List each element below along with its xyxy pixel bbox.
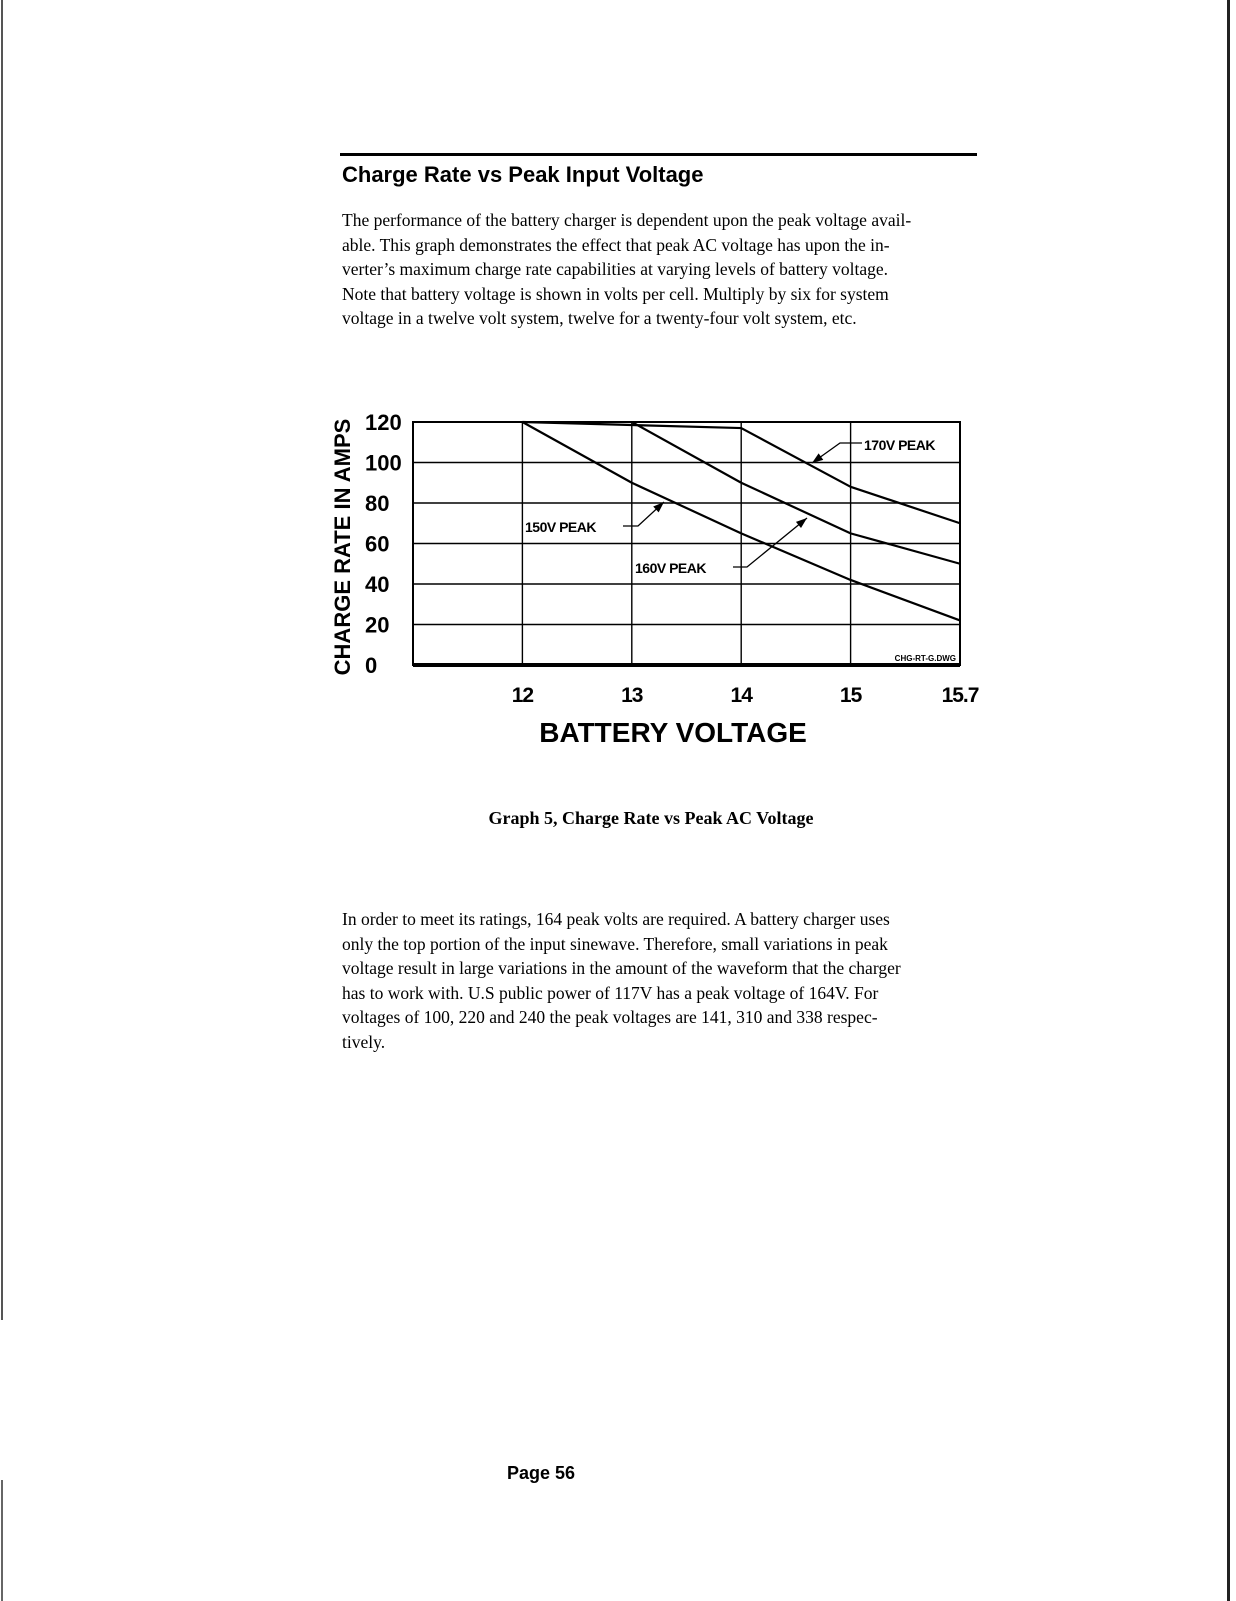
intro-line: Note that battery voltage is shown in volts per cell. Multiply by six for system (342, 283, 889, 304)
scan-edge-left-lower (1, 1480, 3, 1601)
y-tick-label: 60 (365, 531, 390, 557)
x-tick-label: 12 (511, 684, 534, 707)
body-paragraph (342, 907, 982, 1055)
section-rule (340, 153, 977, 156)
callout-leader (733, 518, 807, 567)
body-line: only the top portion of the input sinewave. Therefore, small variations in peak (342, 933, 888, 954)
scan-edge-left (1, 0, 3, 1320)
chart-labels (330, 410, 979, 748)
body-line: voltage result in large variations in the amount of the waveform that the charger (342, 958, 901, 979)
y-tick-label: 100 (365, 450, 402, 476)
body-line: voltages of 100, 220 and 240 the peak voltages are 141, 310 and 338 respec- (342, 1007, 878, 1028)
y-tick-label: 120 (365, 410, 402, 435)
series-label: 170V PEAK (864, 437, 935, 453)
page-number: Page 56 (507, 1463, 576, 1483)
body-line: has to work with. U.S public power of 117V has a peak voltage of 164V. For (342, 982, 879, 1003)
x-axis-title: BATTERY VOLTAGE (539, 717, 807, 748)
y-tick-label: 20 (365, 612, 390, 638)
body-line: tively. (342, 1031, 386, 1052)
intro-paragraph (342, 208, 982, 331)
x-tick-label: 13 (621, 684, 643, 707)
y-axis-title: CHARGE RATE IN AMPS (330, 418, 355, 676)
y-tick-label: 0 (365, 653, 378, 678)
intro-line: able. This graph demonstrates the effect that peak AC voltage has upon the in- (342, 234, 890, 255)
intro-line: The performance of the battery charger is dependent upon the peak voltage avail- (342, 210, 912, 230)
intro-line: voltage in a twelve volt system, twelve for a twenty-four volt system, etc. (342, 308, 857, 329)
callout-arrowhead (796, 518, 807, 528)
section-heading: Charge Rate vs Peak Input Voltage (342, 162, 704, 187)
x-tick-label: 15.7 (941, 684, 979, 707)
series-label: 150V PEAK (525, 519, 596, 535)
x-tick-label: 14 (730, 684, 752, 707)
callout-arrowhead (812, 453, 823, 463)
y-tick-label: 40 (365, 572, 390, 597)
chart-grid (413, 422, 960, 665)
x-tick-label: 15 (839, 684, 862, 707)
scan-edge-right (1227, 0, 1230, 1601)
series-label: 160V PEAK (635, 560, 706, 576)
graph-caption: Graph 5, Charge Rate vs Peak AC Voltage (488, 808, 814, 828)
intro-line: verter’s maximum charge rate capabilities at varying levels of battery voltage. (342, 259, 889, 280)
drawing-id-label: CHG-RT-G.DWG (894, 654, 956, 663)
y-tick-label: 80 (365, 491, 390, 516)
body-line: In order to meet its ratings, 164 peak volts are required. A battery charger uses (342, 909, 890, 929)
charge-rate-chart (300, 390, 990, 760)
